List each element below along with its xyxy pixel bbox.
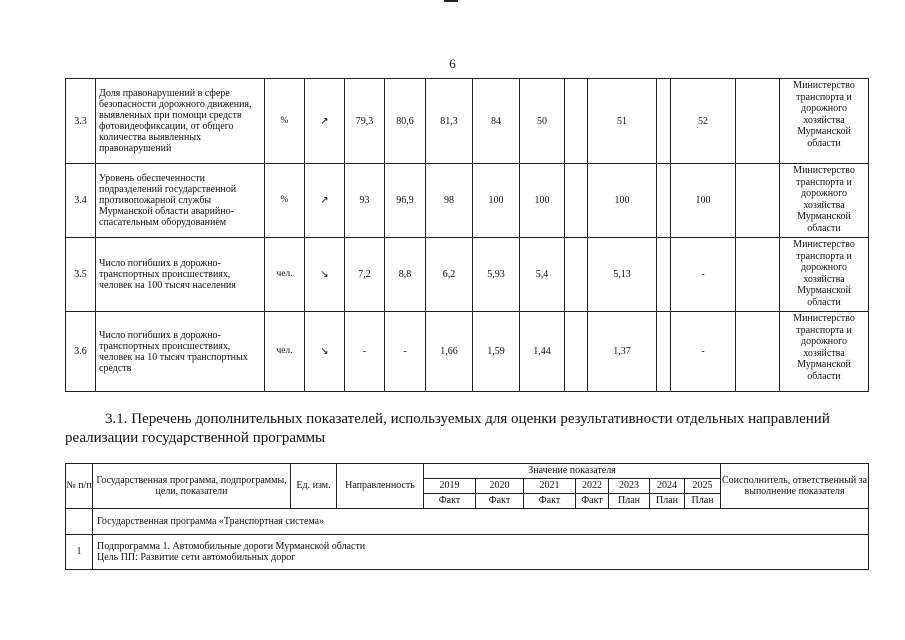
header-year: 2022	[576, 479, 609, 494]
empty-cell	[657, 238, 671, 312]
empty-cell	[657, 164, 671, 238]
value-2021: 98	[426, 164, 473, 238]
row-number: 3.6	[66, 312, 96, 392]
header-kind: План	[650, 494, 685, 509]
value-2021: 1,66	[426, 312, 473, 392]
table-row	[66, 164, 869, 238]
header-kind: Факт	[524, 494, 576, 509]
value-2021: 81,3	[426, 79, 473, 164]
unit-cell: %	[265, 164, 305, 238]
subprogram-name: Подпрограмма 1. Автомобильные дороги Мурманской области	[97, 540, 366, 552]
value-2020: 8,8	[385, 238, 426, 312]
value-2024: 51	[588, 79, 657, 164]
value-2023: 50	[520, 79, 565, 164]
unit-cell: чел.	[265, 312, 305, 392]
value-2023: 1,44	[520, 312, 565, 392]
value-2020: 80,6	[385, 79, 426, 164]
value-2025: 100	[671, 164, 736, 238]
empty-cell	[565, 79, 588, 164]
row-number: 3.4	[66, 164, 96, 238]
responsible-cell: Министерство транспорта и дорожного хозяйства Мурманской области	[780, 164, 869, 238]
section-title-line2: реализации государственной программы	[65, 430, 326, 446]
value-2024: 1,37	[588, 312, 657, 392]
top-edge-mark	[444, 0, 458, 2]
value-2019: 79,3	[345, 79, 385, 164]
header-kind: Факт	[576, 494, 609, 509]
empty-cell	[565, 238, 588, 312]
header-responsible: Соисполнитель, ответственный за выполнение показателя	[721, 464, 869, 509]
direction-cell	[305, 312, 345, 392]
empty-cell	[736, 238, 780, 312]
value-2022: 1,59	[473, 312, 520, 392]
row-number: 1	[66, 535, 93, 570]
program-row	[66, 509, 869, 535]
value-2020: 96,9	[385, 164, 426, 238]
header-year: 2020	[476, 479, 524, 494]
header-direction: Направленность	[337, 464, 424, 509]
value-2023: 100	[520, 164, 565, 238]
empty-cell	[657, 312, 671, 392]
header-num: № п/п	[66, 464, 93, 509]
section-title-line1: 3.1. Перечень дополнительных показателей, используемых для оценки результативности отдельных направлений	[105, 411, 830, 427]
indicator-name: Уровень обеспеченности подразделений государственной противопожарной службы Мурманской области аварийно-спасательным оборудованием	[96, 164, 265, 238]
additional-indicators-table	[65, 463, 869, 570]
arrow-down-right-icon: ↘	[320, 346, 329, 357]
arrow-up-right-icon: ↗	[320, 115, 329, 127]
header-kind: Факт	[424, 494, 476, 509]
row-number: 3.3	[66, 79, 96, 164]
empty-cell	[736, 164, 780, 238]
arrow-down-right-icon: ↘	[320, 269, 329, 280]
header-year: 2025	[685, 479, 721, 494]
empty-cell	[657, 79, 671, 164]
value-2022: 100	[473, 164, 520, 238]
value-2024: 100	[588, 164, 657, 238]
header-year: 2021	[524, 479, 576, 494]
value-2025: -	[671, 238, 736, 312]
value-2022: 84	[473, 79, 520, 164]
table-row	[66, 535, 869, 570]
header-kind: План	[685, 494, 721, 509]
unit-cell: чел.	[265, 238, 305, 312]
value-2024: 5,13	[588, 238, 657, 312]
indicators-table	[65, 78, 869, 392]
header-program: Государственная программа, подпрограммы, цели, показатели	[93, 464, 291, 509]
table-row	[66, 312, 869, 392]
value-2019: 93	[345, 164, 385, 238]
header-year: 2023	[609, 479, 650, 494]
subprogram-cell	[93, 535, 869, 570]
header-year: 2024	[650, 479, 685, 494]
table-row	[66, 238, 869, 312]
indicator-name: Доля правонарушений в сфере безопасности дорожного движения, выявленных при помощи средств фотовидеофиксации, от общего количества выявленных правонарушений	[96, 79, 265, 164]
header-value-group: Значение показателя	[424, 464, 721, 479]
indicator-name: Число погибших в дорожно-транспортных происшествиях, человек на 100 тысяч населения	[96, 238, 265, 312]
empty-cell	[736, 312, 780, 392]
indicator-name: Число погибших в дорожно-транспортных происшествиях, человек на 10 тысяч транспортных средств	[96, 312, 265, 392]
subprogram-goal: Цель ПП: Развитие сети автомобильных дорог	[97, 552, 296, 563]
empty-cell	[565, 312, 588, 392]
page-number: 6	[449, 56, 456, 71]
header-kind: План	[609, 494, 650, 509]
value-2019: -	[345, 312, 385, 392]
empty-cell	[736, 79, 780, 164]
empty-cell	[66, 509, 93, 535]
responsible-cell: Министерство транспорта и дорожного хозяйства Мурманской области	[780, 238, 869, 312]
empty-cell	[565, 164, 588, 238]
header-kind: Факт	[476, 494, 524, 509]
value-2025: 52	[671, 79, 736, 164]
program-name: Государственная программа «Транспортная система»	[93, 509, 869, 535]
direction-cell	[305, 238, 345, 312]
responsible-cell: Министерство транспорта и дорожного хозяйства Мурманской области	[780, 79, 869, 164]
value-2025: -	[671, 312, 736, 392]
direction-cell	[305, 79, 345, 164]
value-2020: -	[385, 312, 426, 392]
direction-cell	[305, 164, 345, 238]
unit-cell: %	[265, 79, 305, 164]
value-2019: 7,2	[345, 238, 385, 312]
value-2022: 5,93	[473, 238, 520, 312]
header-row	[66, 464, 869, 479]
row-number: 3.5	[66, 238, 96, 312]
table-row	[66, 79, 869, 164]
header-year: 2019	[424, 479, 476, 494]
arrow-up-right-icon: ↗	[320, 195, 329, 206]
responsible-cell: Министерство транспорта и дорожного хозяйства Мурманской области	[780, 312, 869, 392]
value-2023: 5,4	[520, 238, 565, 312]
value-2021: 6,2	[426, 238, 473, 312]
header-unit: Ед. изм.	[291, 464, 337, 509]
section-title	[65, 410, 865, 448]
